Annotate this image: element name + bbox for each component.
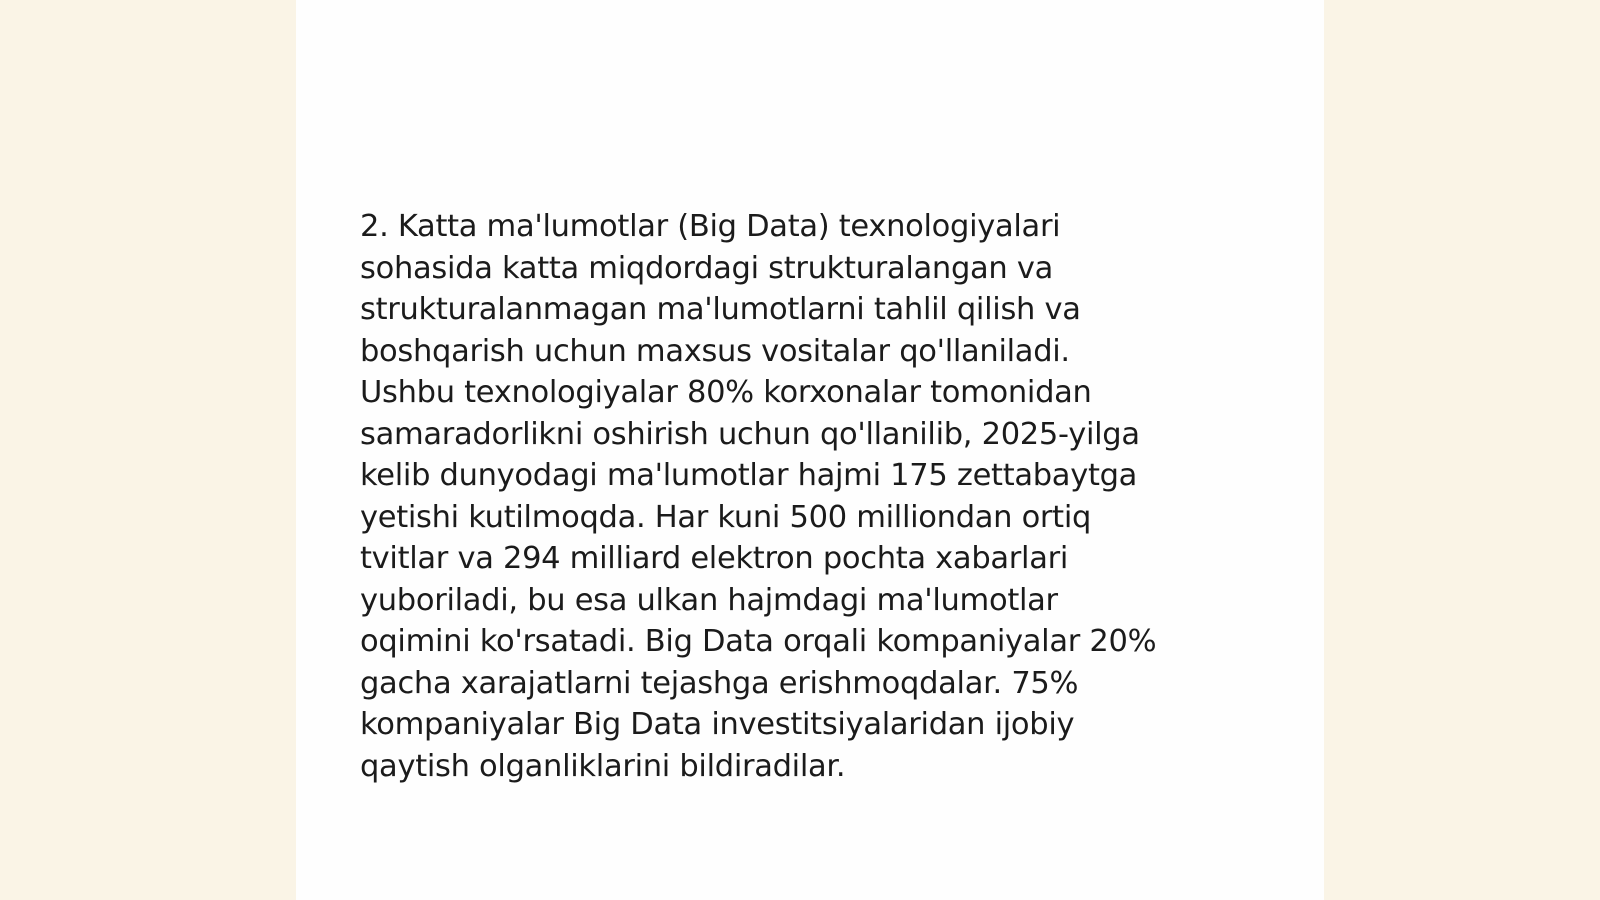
paragraph-line: gacha xarajatlarni tejashga erishmoqdalar. 75% bbox=[360, 665, 1079, 701]
paragraph-line: kompaniyalar Big Data investitsiyalaridan ijobiy bbox=[360, 707, 1075, 742]
paragraph-line: yuboriladi, bu esa ulkan hajmdagi ma'lumotlar bbox=[360, 582, 1058, 618]
body-paragraph bbox=[360, 206, 1260, 787]
left-margin-panel bbox=[0, 0, 296, 900]
paragraph-line: yetishi kutilmoqda. Har kuni 500 milliondan ortiq bbox=[360, 499, 1092, 535]
slide-page bbox=[296, 0, 1324, 900]
paragraph-line: kelib dunyodagi ma'lumotlar hajmi 175 zettabaytga bbox=[360, 458, 1138, 493]
right-margin-panel bbox=[1324, 0, 1600, 900]
paragraph-line: strukturalanmagan ma'lumotlarni tahlil qilish va bbox=[360, 292, 1081, 327]
paragraph-line: tvitlar va 294 milliard elektron pochta xabarlari bbox=[360, 541, 1068, 576]
paragraph-line: boshqarish uchun maxsus vositalar qo'llaniladi. bbox=[360, 333, 1070, 369]
paragraph-line: 2. Katta ma'lumotlar (Big Data) texnologiyalari bbox=[360, 209, 1061, 244]
paragraph-line: samaradorlikni oshirish uchun qo'llanilib, 2025-yilga bbox=[360, 416, 1140, 452]
paragraph-line: qaytish olganliklarini bildiradilar. bbox=[360, 748, 846, 784]
paragraph-line: sohasida katta miqdordagi strukturalangan va bbox=[360, 250, 1053, 286]
paragraph-line: Ushbu texnologiyalar 80% korxonalar tomonidan bbox=[360, 375, 1092, 410]
paragraph-line: oqimini ko'rsatadi. Big Data orqali kompaniyalar 20% bbox=[360, 624, 1157, 659]
